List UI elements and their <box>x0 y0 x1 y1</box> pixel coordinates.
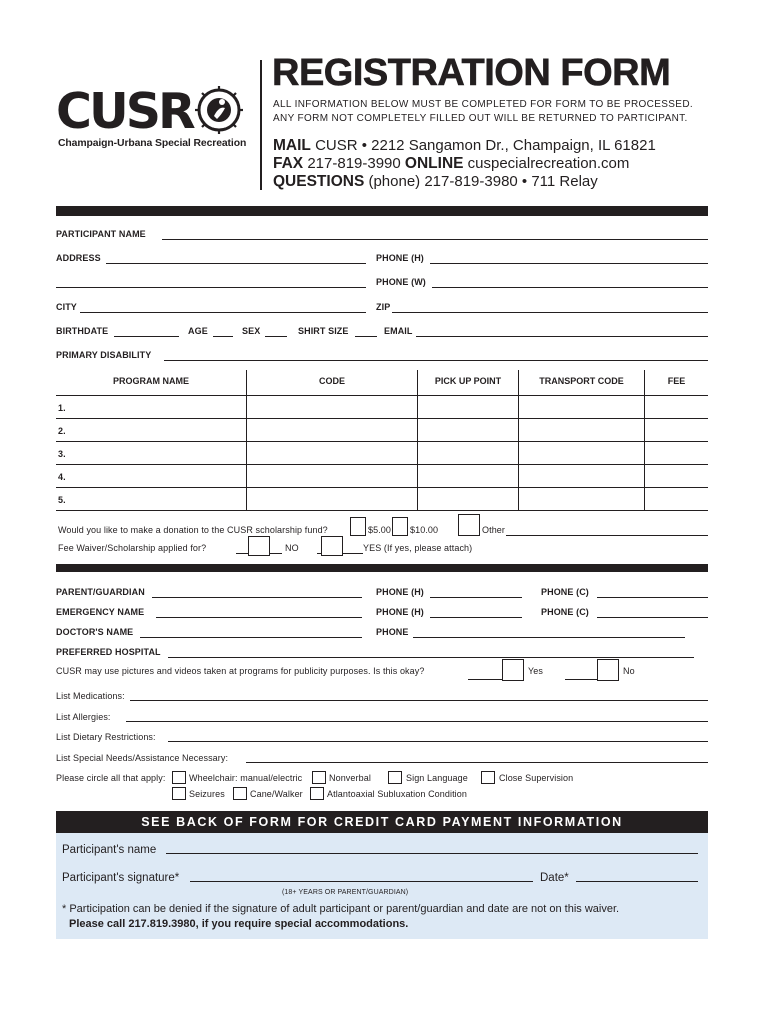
primary-disability-field[interactable] <box>164 360 708 361</box>
medications-label: List Medications: <box>56 691 125 701</box>
shirt-size-field[interactable] <box>355 336 377 337</box>
emergency-name-field[interactable] <box>156 617 362 618</box>
fax-number: 217-819-3990 <box>307 155 401 172</box>
photo-no-checkbox[interactable] <box>597 659 619 681</box>
table-row-3-number: 3. <box>58 449 66 459</box>
close-supervision-label: Close Supervision <box>499 773 574 783</box>
signature-note: (18+ YEARS OR PARENT/GUARDIAN) <box>282 889 409 896</box>
sign-language-label: Sign Language <box>406 773 468 783</box>
fee-waiver-yes-label: YES (If yes, please attach) <box>363 543 473 553</box>
mail-info <box>273 137 656 155</box>
page-title: REGISTRATION FORM <box>272 52 671 94</box>
doctor-phone-field[interactable] <box>413 637 685 638</box>
notice-line-1: ALL INFORMATION BELOW MUST BE COMPLETED FOR FORM TO BE PROCESSED. <box>273 99 694 110</box>
table-row-5-number: 5. <box>58 495 66 505</box>
participant-name-sign-field[interactable] <box>166 853 698 854</box>
birthdate-field[interactable] <box>114 336 179 337</box>
emergency-phone-home-field[interactable] <box>430 617 522 618</box>
accommodations-note: Please call 217.819.3980, if you require special accommodations. <box>69 918 409 930</box>
participant-name-field[interactable] <box>162 239 708 240</box>
email-field[interactable] <box>416 336 708 337</box>
emergency-name-label: EMERGENCY NAME <box>56 607 145 617</box>
credit-card-banner: SEE BACK OF FORM FOR CREDIT CARD PAYMENT INFORMATION <box>56 811 708 833</box>
fee-waiver-no-label: NO <box>285 543 299 553</box>
notice-line-2: ANY FORM NOT COMPLETELY FILLED OUT WILL BE RETURNED TO PARTICIPANT. <box>273 113 688 124</box>
questions-label: QUESTIONS <box>273 173 365 190</box>
sex-label: SEX <box>242 326 261 336</box>
photo-no-label: No <box>623 666 635 676</box>
atlantoaxial-label: Atlantoaxial Subluxation Condition <box>327 789 467 799</box>
cane-walker-checkbox[interactable] <box>233 787 247 800</box>
atlantoaxial-checkbox[interactable] <box>310 787 324 800</box>
section-divider-middle <box>56 564 708 572</box>
signature-label: Participant's signature* <box>62 872 180 884</box>
preferred-hospital-label: PREFERRED HOSPITAL <box>56 647 161 657</box>
phone-work-label: PHONE (W) <box>376 277 426 287</box>
table-row-2-number: 2. <box>58 426 66 436</box>
seizures-label: Seizures <box>189 789 225 799</box>
guardian-phone-home-label: PHONE (H) <box>376 587 424 597</box>
special-needs-label: List Special Needs/Assistance Necessary: <box>56 753 229 763</box>
guardian-phone-cell-field[interactable] <box>597 597 708 598</box>
mail-address: CUSR • 2212 Sangamon Dr., Champaign, IL 61821 <box>315 137 656 154</box>
donation-5-checkbox[interactable] <box>350 517 366 536</box>
address-field[interactable] <box>106 263 366 264</box>
photo-yes-line <box>468 679 502 680</box>
section-divider-top <box>56 206 708 216</box>
guardian-phone-home-field[interactable] <box>430 597 522 598</box>
address-label: ADDRESS <box>56 253 101 263</box>
sun-icon <box>195 86 243 134</box>
special-needs-field[interactable] <box>246 762 708 763</box>
website: cuspecialrecreation.com <box>467 155 630 172</box>
nonverbal-label: Nonverbal <box>329 773 371 783</box>
emergency-phone-cell-field[interactable] <box>597 617 708 618</box>
allergies-label: List Allergies: <box>56 712 111 722</box>
col-fee: FEE <box>667 376 686 386</box>
wheelchair-label: Wheelchair: manual/electric <box>189 773 303 783</box>
phone-home-field[interactable] <box>430 263 708 264</box>
allergies-field[interactable] <box>126 721 708 722</box>
col-pick-up-point: PICK UP POINT <box>434 376 502 386</box>
table-row-4-number: 4. <box>58 472 66 482</box>
mail-label: MAIL <box>273 137 311 154</box>
signature-field[interactable] <box>190 881 533 882</box>
table-row[interactable] <box>56 464 708 465</box>
questions-info <box>273 173 598 191</box>
zip-label: ZIP <box>376 302 391 312</box>
doctor-name-field[interactable] <box>140 637 362 638</box>
age-field[interactable] <box>213 336 233 337</box>
emergency-phone-cell-label: PHONE (C) <box>541 607 589 617</box>
phone-work-field[interactable] <box>432 287 708 288</box>
participant-name-sign-label: Participant's name <box>62 844 157 856</box>
sign-language-checkbox[interactable] <box>388 771 402 784</box>
table-row-1-number: 1. <box>58 403 66 413</box>
doctor-phone-label: PHONE <box>376 627 409 637</box>
header-divider <box>260 60 262 190</box>
col-transport-code: TRANSPORT CODE <box>539 376 624 386</box>
fee-waiver-yes-line <box>343 553 363 554</box>
cane-walker-label: Cane/Walker <box>250 789 303 799</box>
donation-other-checkbox[interactable] <box>458 514 480 536</box>
fax-online-info <box>273 155 629 173</box>
donation-question: Would you like to make a donation to the CUSR scholarship fund? <box>58 525 328 535</box>
wheelchair-checkbox[interactable] <box>172 771 186 784</box>
table-rule <box>56 395 708 396</box>
doctor-name-label: DOCTOR'S NAME <box>56 627 134 637</box>
zip-field[interactable] <box>392 312 708 313</box>
donation-other-field[interactable] <box>506 535 708 536</box>
age-label: AGE <box>188 326 208 336</box>
preferred-hospital-field[interactable] <box>168 657 694 658</box>
dietary-label: List Dietary Restrictions: <box>56 732 156 742</box>
shirt-size-label: SHIRT SIZE <box>298 326 349 336</box>
table-row[interactable] <box>56 418 708 419</box>
city-field[interactable] <box>80 312 366 313</box>
fee-waiver-question: Fee Waiver/Scholarship applied for? <box>58 543 207 553</box>
close-supervision-checkbox[interactable] <box>481 771 495 784</box>
seizures-checkbox[interactable] <box>172 787 186 800</box>
sex-field[interactable] <box>265 336 287 337</box>
city-label: CITY <box>56 302 77 312</box>
dietary-field[interactable] <box>168 741 708 742</box>
photo-consent-question: CUSR may use pictures and videos taken at programs for publicity purposes. Is this okay? <box>56 666 425 676</box>
online-label: ONLINE <box>404 155 464 172</box>
fee-waiver-yes-checkbox[interactable] <box>321 536 343 556</box>
phone-home-label: PHONE (H) <box>376 253 424 263</box>
table-row[interactable] <box>56 510 708 511</box>
donation-5-label: $5.00 <box>368 525 392 535</box>
participant-name-label: PARTICIPANT NAME <box>56 229 146 239</box>
guardian-phone-cell-label: PHONE (C) <box>541 587 589 597</box>
questions-phone: (phone) 217-819-3980 • 711 Relay <box>368 173 598 190</box>
parent-guardian-label: PARENT/GUARDIAN <box>56 587 145 597</box>
logo-wordmark: CUSR <box>56 83 193 140</box>
primary-disability-label: PRIMARY DISABILITY <box>56 350 152 360</box>
photo-no-line <box>565 679 597 680</box>
col-program-name: PROGRAM NAME <box>113 376 189 386</box>
donation-other-label: Other <box>482 525 506 535</box>
date-label: Date* <box>540 872 569 884</box>
email-label: EMAIL <box>384 326 413 336</box>
fee-waiver-no-line <box>270 553 282 554</box>
emergency-phone-home-label: PHONE (H) <box>376 607 424 617</box>
fax-label: FAX <box>273 155 304 172</box>
fee-waiver-no-checkbox[interactable] <box>248 536 270 556</box>
address-line-2-field[interactable] <box>56 287 366 288</box>
date-field[interactable] <box>576 881 698 882</box>
circle-apply-label: Please circle all that apply: <box>56 773 166 783</box>
donation-10-checkbox[interactable] <box>392 517 408 536</box>
table-row[interactable] <box>56 441 708 442</box>
parent-guardian-field[interactable] <box>152 597 362 598</box>
table-row[interactable] <box>56 487 708 488</box>
nonverbal-checkbox[interactable] <box>312 771 326 784</box>
medications-field[interactable] <box>130 700 708 701</box>
photo-yes-label: Yes <box>528 666 543 676</box>
col-code: CODE <box>318 376 345 386</box>
disclaimer: * Participation can be denied if the signature of adult participant or parent/guardian and date are not on this waiver. <box>62 903 620 915</box>
photo-yes-checkbox[interactable] <box>502 659 524 681</box>
logo-tagline: Champaign-Urbana Special Recreation <box>58 138 247 149</box>
birthdate-label: BIRTHDATE <box>56 326 109 336</box>
fee-waiver-no-line <box>236 553 248 554</box>
donation-10-label: $10.00 <box>410 525 439 535</box>
